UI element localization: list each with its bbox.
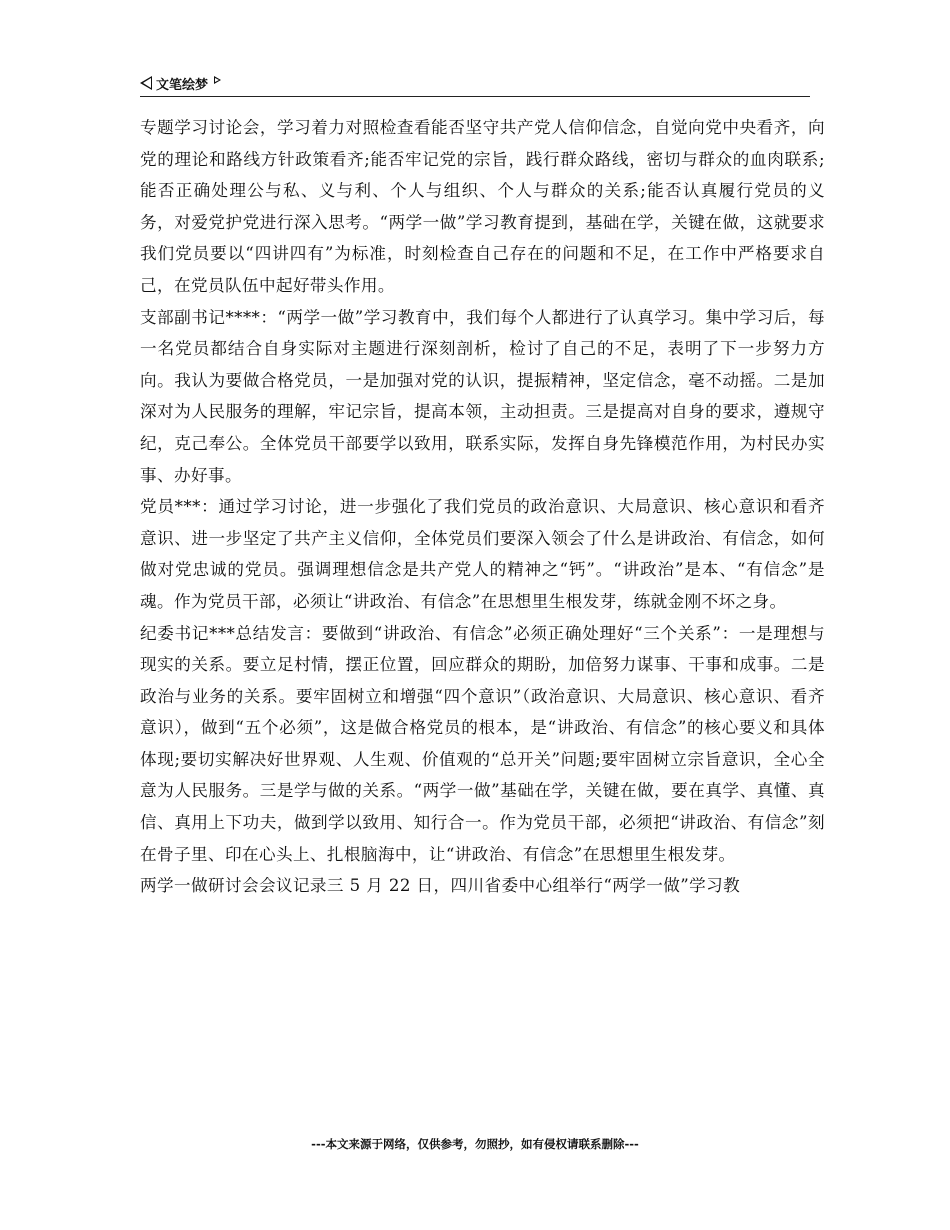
triangle-right-icon	[214, 76, 221, 84]
document-body	[140, 112, 825, 902]
paragraph-deputy-secretary: 支部副书记****：“两学一做”学习教育中，我们每个人都进行了认真学习。集中学习后，每一名党员都结合自身实际对主题进行深刻剖析，检讨了自己的不足，表明了下一步努力方向。我认为要做合格党员，一是加强对党的认识，提振精神，坚定信念，毫不动摇。二是加深对为人民服务的理解，牢记宗旨，提高本领，主动担责。三是提高对自身的要求，遵规守纪，克己奉公。全体党员干部要学以致用，联系实际，发挥自身先锋模范作用，为村民办实事、办好事。	[140, 307, 825, 485]
triangle-left-icon	[140, 76, 152, 90]
paragraph-discipline-secretary: 纪委书记***总结发言：要做到“讲政治、有信念”必须正确处理好“三个关系”：一是理想与现实的关系。要立足村情，摆正位置，回应群众的期盼，加倍努力谋事、干事和成事。二是政治与业务的关系。要牢固树立和增强“四个意识”（政治意识、大局意识、核心意识、看齐意识），做到“五个必须”，这是做合格党员的根本，是“讲政治、有信念”的核心要义和具体体现;要切实解决好世界观、人生观、价值观的“总开关”问题;要牢固树立宗旨意识，全心全意为人民服务。三是学与做的关系。“两学一做”基础在学，关键在做，要在真学、真懂、真信、真用上下功夫，做到学以致用、知行合一。作为党员干部，必须把“讲政治、有信念”刻在骨子里、印在心头上、扎根脑海中，让“讲政治、有信念”在思想里生根发芽。	[140, 623, 825, 864]
header-title: 文笔绘梦	[156, 77, 209, 93]
paragraph-intro: 专题学习讨论会，学习着力对照检查看能否坚守共产党人信仰信念，自觉向党中央看齐，向党的理论和路线方针政策看齐;能否牢记党的宗旨，践行群众路线，密切与群众的血肉联系;能否正确处理公与私、义与利、个人与组织、个人与群众的关系;能否认真履行党员的义务，对爱党护党进行深入思考。“两学一做”学习教育提到，基础在学，关键在做，这就要求我们党员要以“四讲四有”为标准，时刻检查自己存在的问题和不足，在工作中严格要求自己，在党员队伍中起好带头作用。	[140, 118, 825, 295]
paragraph-party-member: 党员***：通过学习讨论，进一步强化了我们党员的政治意识、大局意识、核心意识和看齐意识、进一步坚定了共产主义信仰，全体党员们要深入领会了什么是讲政治、有信念，如何做对党忠诚的党员。强调理想信念是共产党人的精神之“钙”。“讲政治”是本、“有信念”是魂。作为党员干部，必须让“讲政治、有信念”在思想里生根发芽，练就金刚不坏之身。	[140, 497, 825, 611]
document-header	[140, 70, 810, 97]
disclaimer-footer: ---本文来源于网络，仅供参考，勿照抄，如有侵权请联系删除---	[311, 1137, 639, 1151]
paragraph-meeting-record-three: 两学一做研讨会会议记录三 5 月 22 日，四川省委中心组举行“两学一做”学习教	[140, 876, 741, 896]
